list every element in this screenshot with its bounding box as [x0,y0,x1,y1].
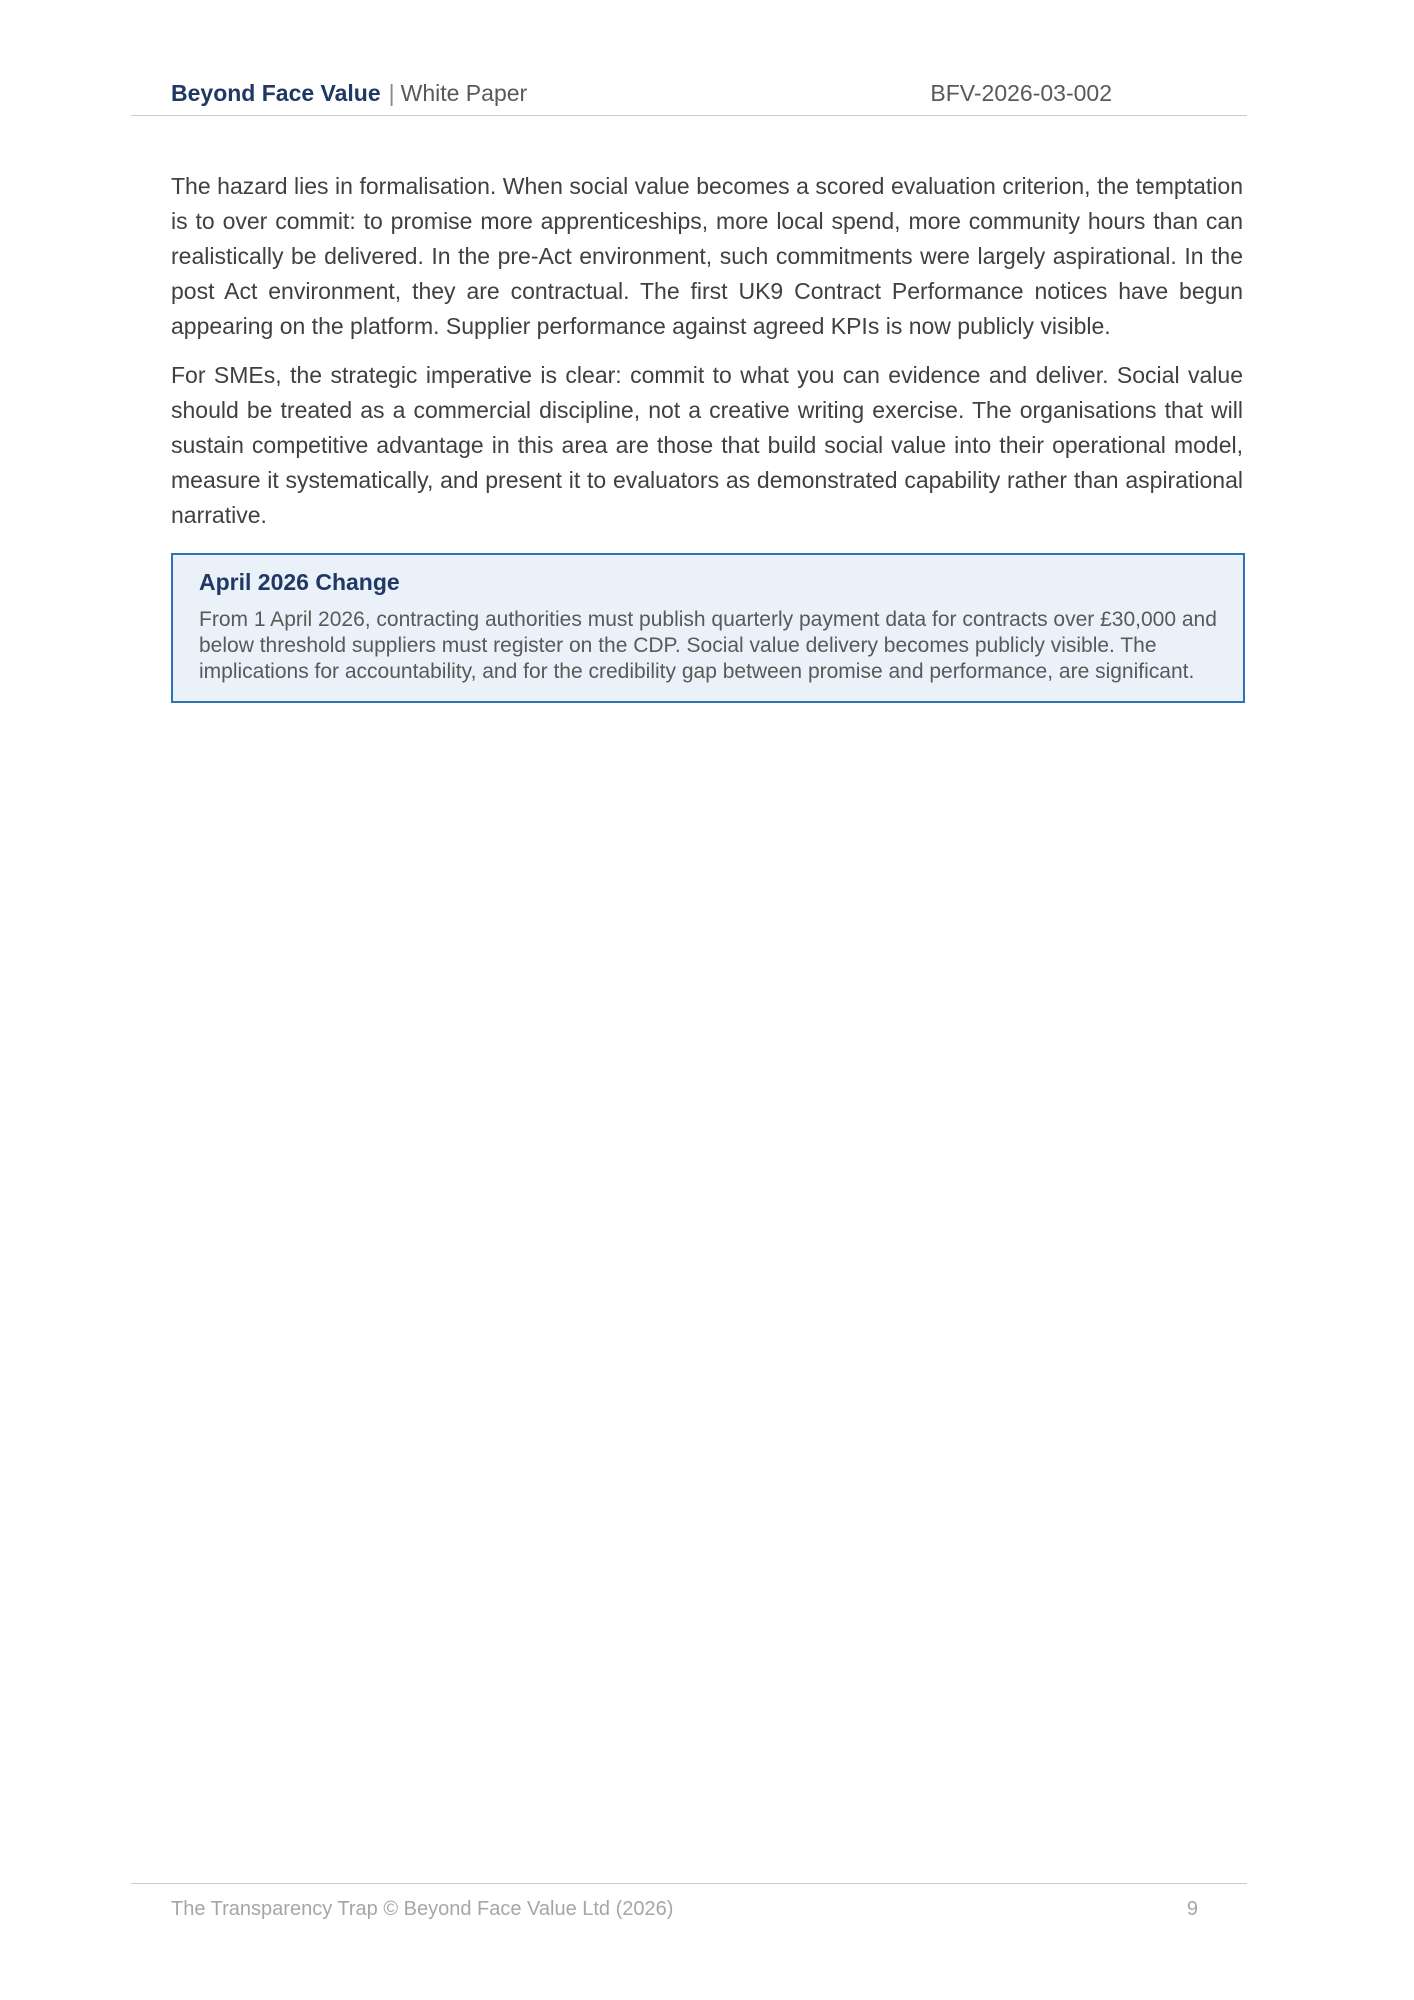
footer-rule [131,1883,1247,1884]
paragraph-formalisation: The hazard lies in formalisation. When social value becomes a scored evaluation criterion, the temptation is to over commit: to promise more apprenticeships, more local spend, more community hours than can realistically be delivered. In the pre-Act environment, such commitments were largely aspirational. In the post Act environment, they are contractual. The first UK9 Contract Performance notices have begun appearing on the platform. Supplier performance against agreed KPIs is now publicly visible. [171,173,1243,339]
header-left [171,80,527,106]
page-number: 9 [1186,1898,1198,1920]
footer-copyright: The Transparency Trap © Beyond Face Value Ltd (2026) [171,1898,674,1920]
header-rule [131,115,1247,116]
page-content [171,169,1243,703]
brand-title: Beyond Face Value [171,80,381,106]
page-header [171,80,1243,106]
doc-type-label: White Paper [400,80,528,106]
doc-number: BFV-2026-03-002 [930,80,1112,106]
header-separator: | [388,80,395,106]
paragraph-smes: For SMEs, the strategic imperative is clear: commit to what you can evidence and deliver. Social value should be treated as a commercial discipline, not a creative writing exercise. The organisations that will sustain competitive advantage in this area are those that build social value into their operational model, measure it systematically, and present it to evaluators as demonstrated capability rather than aspirational narrative. [171,362,1243,528]
callout-box-april-2026 [171,553,1245,703]
callout-text: From 1 April 2026, contracting authorities must publish quarterly payment data for contracts over £30,000 and below threshold suppliers must register on the CDP. Social value delivery becomes publicly visible. The implications for accountability, and for the credibility gap between promise and performance, are significant. [199,608,1217,683]
page-footer [171,1897,1243,1921]
callout-title: April 2026 Change [199,569,400,595]
